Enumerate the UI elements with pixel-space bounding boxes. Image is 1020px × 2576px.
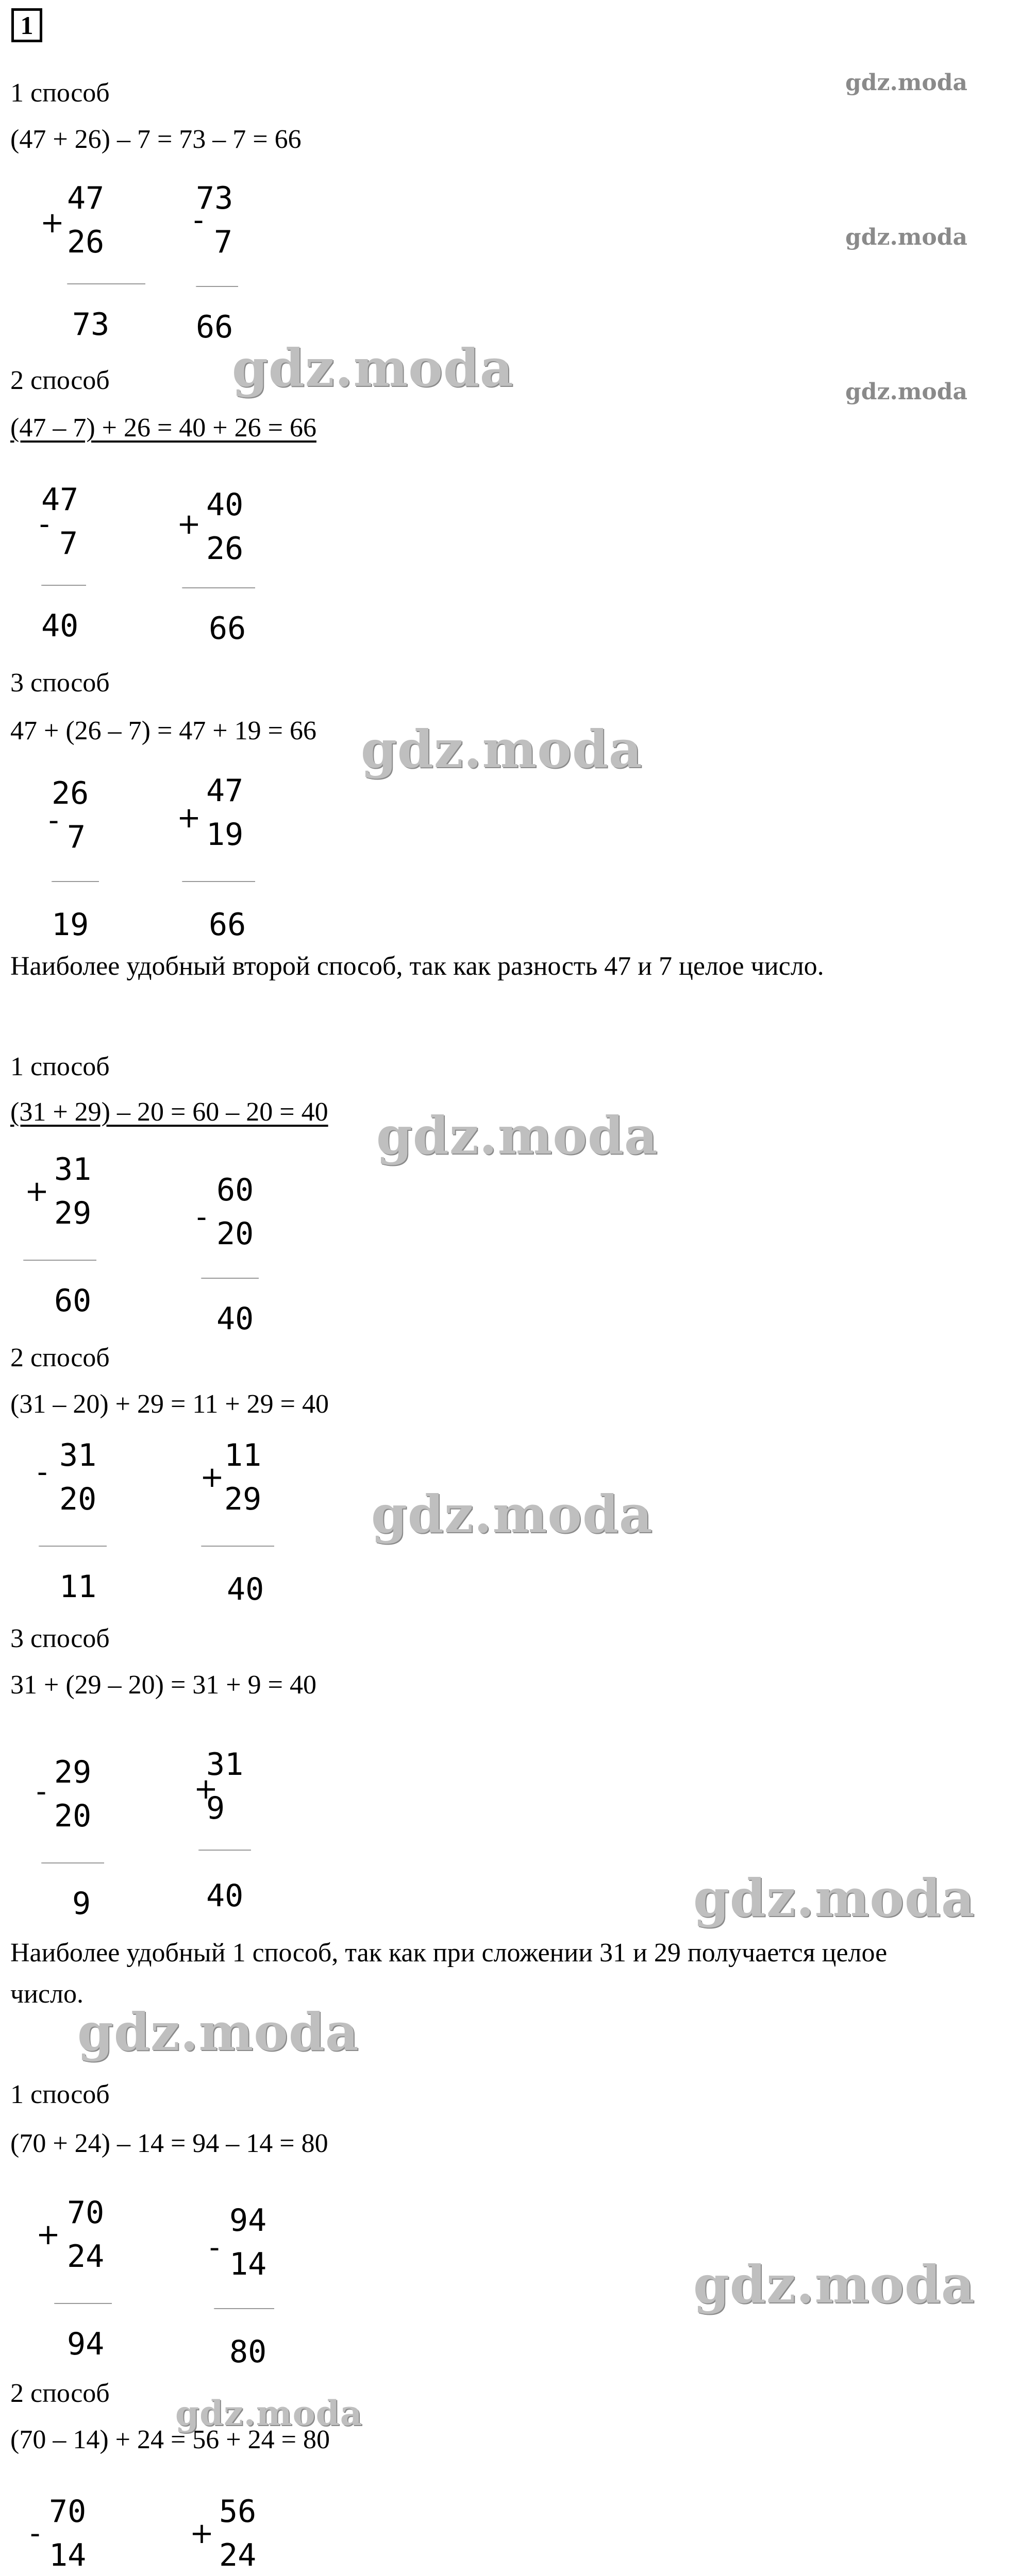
column-calc (31, 1437, 134, 1605)
operator-sign: - (209, 2231, 220, 2264)
operator-sign: - (37, 1455, 48, 1489)
conclusion-line: Наиболее удобный 1 способ, так как при сложении 31 и 29 получается целое (10, 1938, 888, 1968)
column-calc (31, 2195, 134, 2362)
operand-top: 47 (206, 773, 244, 809)
operand-top: 11 (224, 1437, 262, 1473)
calc-result: 66 (209, 611, 246, 647)
operand-bottom: 20 (54, 1798, 92, 1834)
operator-sign: - (39, 507, 50, 541)
operand-top: 60 (216, 1172, 254, 1208)
operator-sign: - (193, 204, 204, 237)
operand-bottom: 29 (54, 1195, 92, 1231)
method-expression: (70 – 14) + 24 = 56 + 24 = 80 (10, 2425, 330, 2454)
operand-top: 31 (59, 1437, 97, 1473)
operator-sign: + (177, 507, 201, 541)
method-expression: (47 + 26) – 7 = 73 – 7 = 66 (10, 125, 302, 154)
operand-top: 40 (206, 487, 244, 523)
column-calc (173, 773, 276, 943)
operator-sign: + (194, 1772, 218, 1806)
operator-sign: - (30, 2517, 41, 2550)
operator-sign: + (200, 1461, 224, 1494)
calc-line (41, 1862, 104, 1863)
calc-line (198, 1850, 251, 1851)
method-label: 2 способ (10, 1343, 110, 1372)
calc-line (54, 2303, 112, 2304)
watermark: gdz.moda (693, 1868, 975, 1928)
calc-line (214, 2308, 274, 2309)
column-calc (193, 1172, 296, 1337)
calc-line (39, 1546, 107, 1547)
watermark: gdz.moda (845, 224, 968, 250)
column-calc (26, 2494, 129, 2576)
watermark: gdz.moda (175, 2393, 363, 2433)
method-expression: 47 + (26 – 7) = 47 + 19 = 66 (10, 716, 316, 745)
operand-top: 94 (229, 2202, 267, 2239)
column-calc (31, 1754, 134, 1922)
operand-top: 70 (67, 2195, 105, 2231)
operand-bottom: 14 (229, 2246, 267, 2282)
operand-bottom: 20 (216, 1216, 254, 1252)
operand-bottom: 7 (214, 224, 233, 260)
method-label: 1 способ (10, 1052, 110, 1081)
calc-line (41, 585, 86, 586)
calc-line (196, 286, 238, 287)
calc-result: 40 (206, 1878, 244, 1914)
operator-sign: + (177, 801, 201, 835)
column-calc (173, 482, 276, 647)
calc-result: 9 (72, 1886, 91, 1922)
column-calc (36, 180, 139, 343)
operand-bottom: 14 (49, 2537, 87, 2573)
method-label: 2 способ (10, 366, 110, 395)
method-label: 2 способ (10, 2379, 110, 2408)
operand-bottom: 26 (67, 224, 105, 260)
calc-line (52, 881, 99, 882)
column-calc (21, 1151, 124, 1319)
operand-bottom: 20 (59, 1481, 97, 1517)
method-expression: (70 + 24) – 14 = 94 – 14 = 80 (10, 2129, 328, 2158)
operand-top: 56 (219, 2494, 257, 2530)
method-label: 3 способ (10, 668, 110, 698)
operator-sign: - (36, 1775, 47, 1808)
operator-sign: + (25, 1175, 49, 1208)
method-label: 1 способ (10, 2080, 110, 2109)
method-expression: (47 – 7) + 26 = 40 + 26 = 66 (10, 413, 316, 443)
column-calc (196, 1437, 299, 1607)
watermark: gdz.moda (845, 379, 968, 405)
operand-bottom: 29 (224, 1481, 262, 1517)
method-expression: 31 + (29 – 20) = 31 + 9 = 40 (10, 1670, 316, 1700)
calc-result: 19 (52, 907, 89, 943)
calc-line (201, 1546, 274, 1547)
operator-sign: - (48, 804, 59, 837)
operand-top: 31 (206, 1747, 244, 1783)
operand-bottom: 24 (219, 2537, 257, 2573)
operand-bottom: 19 (206, 817, 244, 853)
calc-result: 80 (229, 2334, 267, 2370)
operand-top: 47 (41, 482, 79, 518)
operator-sign: - (196, 1200, 207, 1234)
watermark: gdz.moda (693, 2254, 975, 2315)
calc-line (67, 283, 145, 284)
watermark: gdz.moda (361, 719, 643, 779)
calc-line (23, 1260, 96, 1261)
operand-top: 29 (54, 1754, 92, 1790)
calc-result: 40 (41, 608, 79, 644)
operand-bottom: 9 (206, 1790, 225, 1826)
task-number: 1 (11, 8, 42, 42)
operand-bottom: 26 (206, 531, 244, 567)
column-calc (36, 775, 139, 943)
method-expression: (31 – 20) + 29 = 11 + 29 = 40 (10, 1389, 329, 1419)
calc-result: 66 (196, 309, 233, 345)
calc-result: 40 (216, 1301, 254, 1337)
calc-result: 40 (227, 1571, 264, 1607)
calc-result: 94 (67, 2326, 105, 2362)
column-calc (186, 2494, 289, 2576)
operand-bottom: 7 (67, 819, 86, 855)
operator-sign: + (190, 2517, 214, 2550)
operator-sign: + (36, 2218, 60, 2251)
watermark: gdz.moda (376, 1105, 658, 1166)
operand-bottom: 24 (67, 2239, 105, 2275)
watermark: gdz.moda (77, 2002, 359, 2062)
calc-line (182, 587, 255, 588)
method-label: 3 способ (10, 1624, 110, 1653)
calc-result: 73 (72, 307, 110, 343)
conclusion-line: число. (10, 1979, 84, 2009)
operand-top: 47 (67, 180, 105, 216)
column-calc (191, 180, 294, 345)
calc-line (201, 1278, 259, 1279)
watermark: gdz.moda (232, 337, 514, 398)
calc-result: 66 (209, 907, 246, 943)
operand-top: 26 (52, 775, 89, 811)
conclusion-line: Наиболее удобный второй способ, так как разность 47 и 7 целое число. (10, 952, 824, 981)
operand-top: 73 (196, 180, 233, 216)
operand-top: 70 (49, 2494, 87, 2530)
calc-line (182, 881, 255, 882)
method-expression: (31 + 29) – 20 = 60 – 20 = 40 (10, 1097, 328, 1127)
calc-result: 60 (54, 1283, 92, 1319)
watermark: gdz.moda (371, 1484, 653, 1545)
column-calc (191, 1747, 294, 1914)
column-calc (206, 2202, 309, 2370)
calc-result: 11 (59, 1569, 97, 1605)
watermark: gdz.moda (845, 70, 968, 96)
operand-bottom: 7 (59, 526, 78, 562)
operand-top: 31 (54, 1151, 92, 1188)
column-calc (31, 482, 134, 644)
method-label: 1 способ (10, 78, 110, 108)
operator-sign: + (40, 206, 64, 240)
